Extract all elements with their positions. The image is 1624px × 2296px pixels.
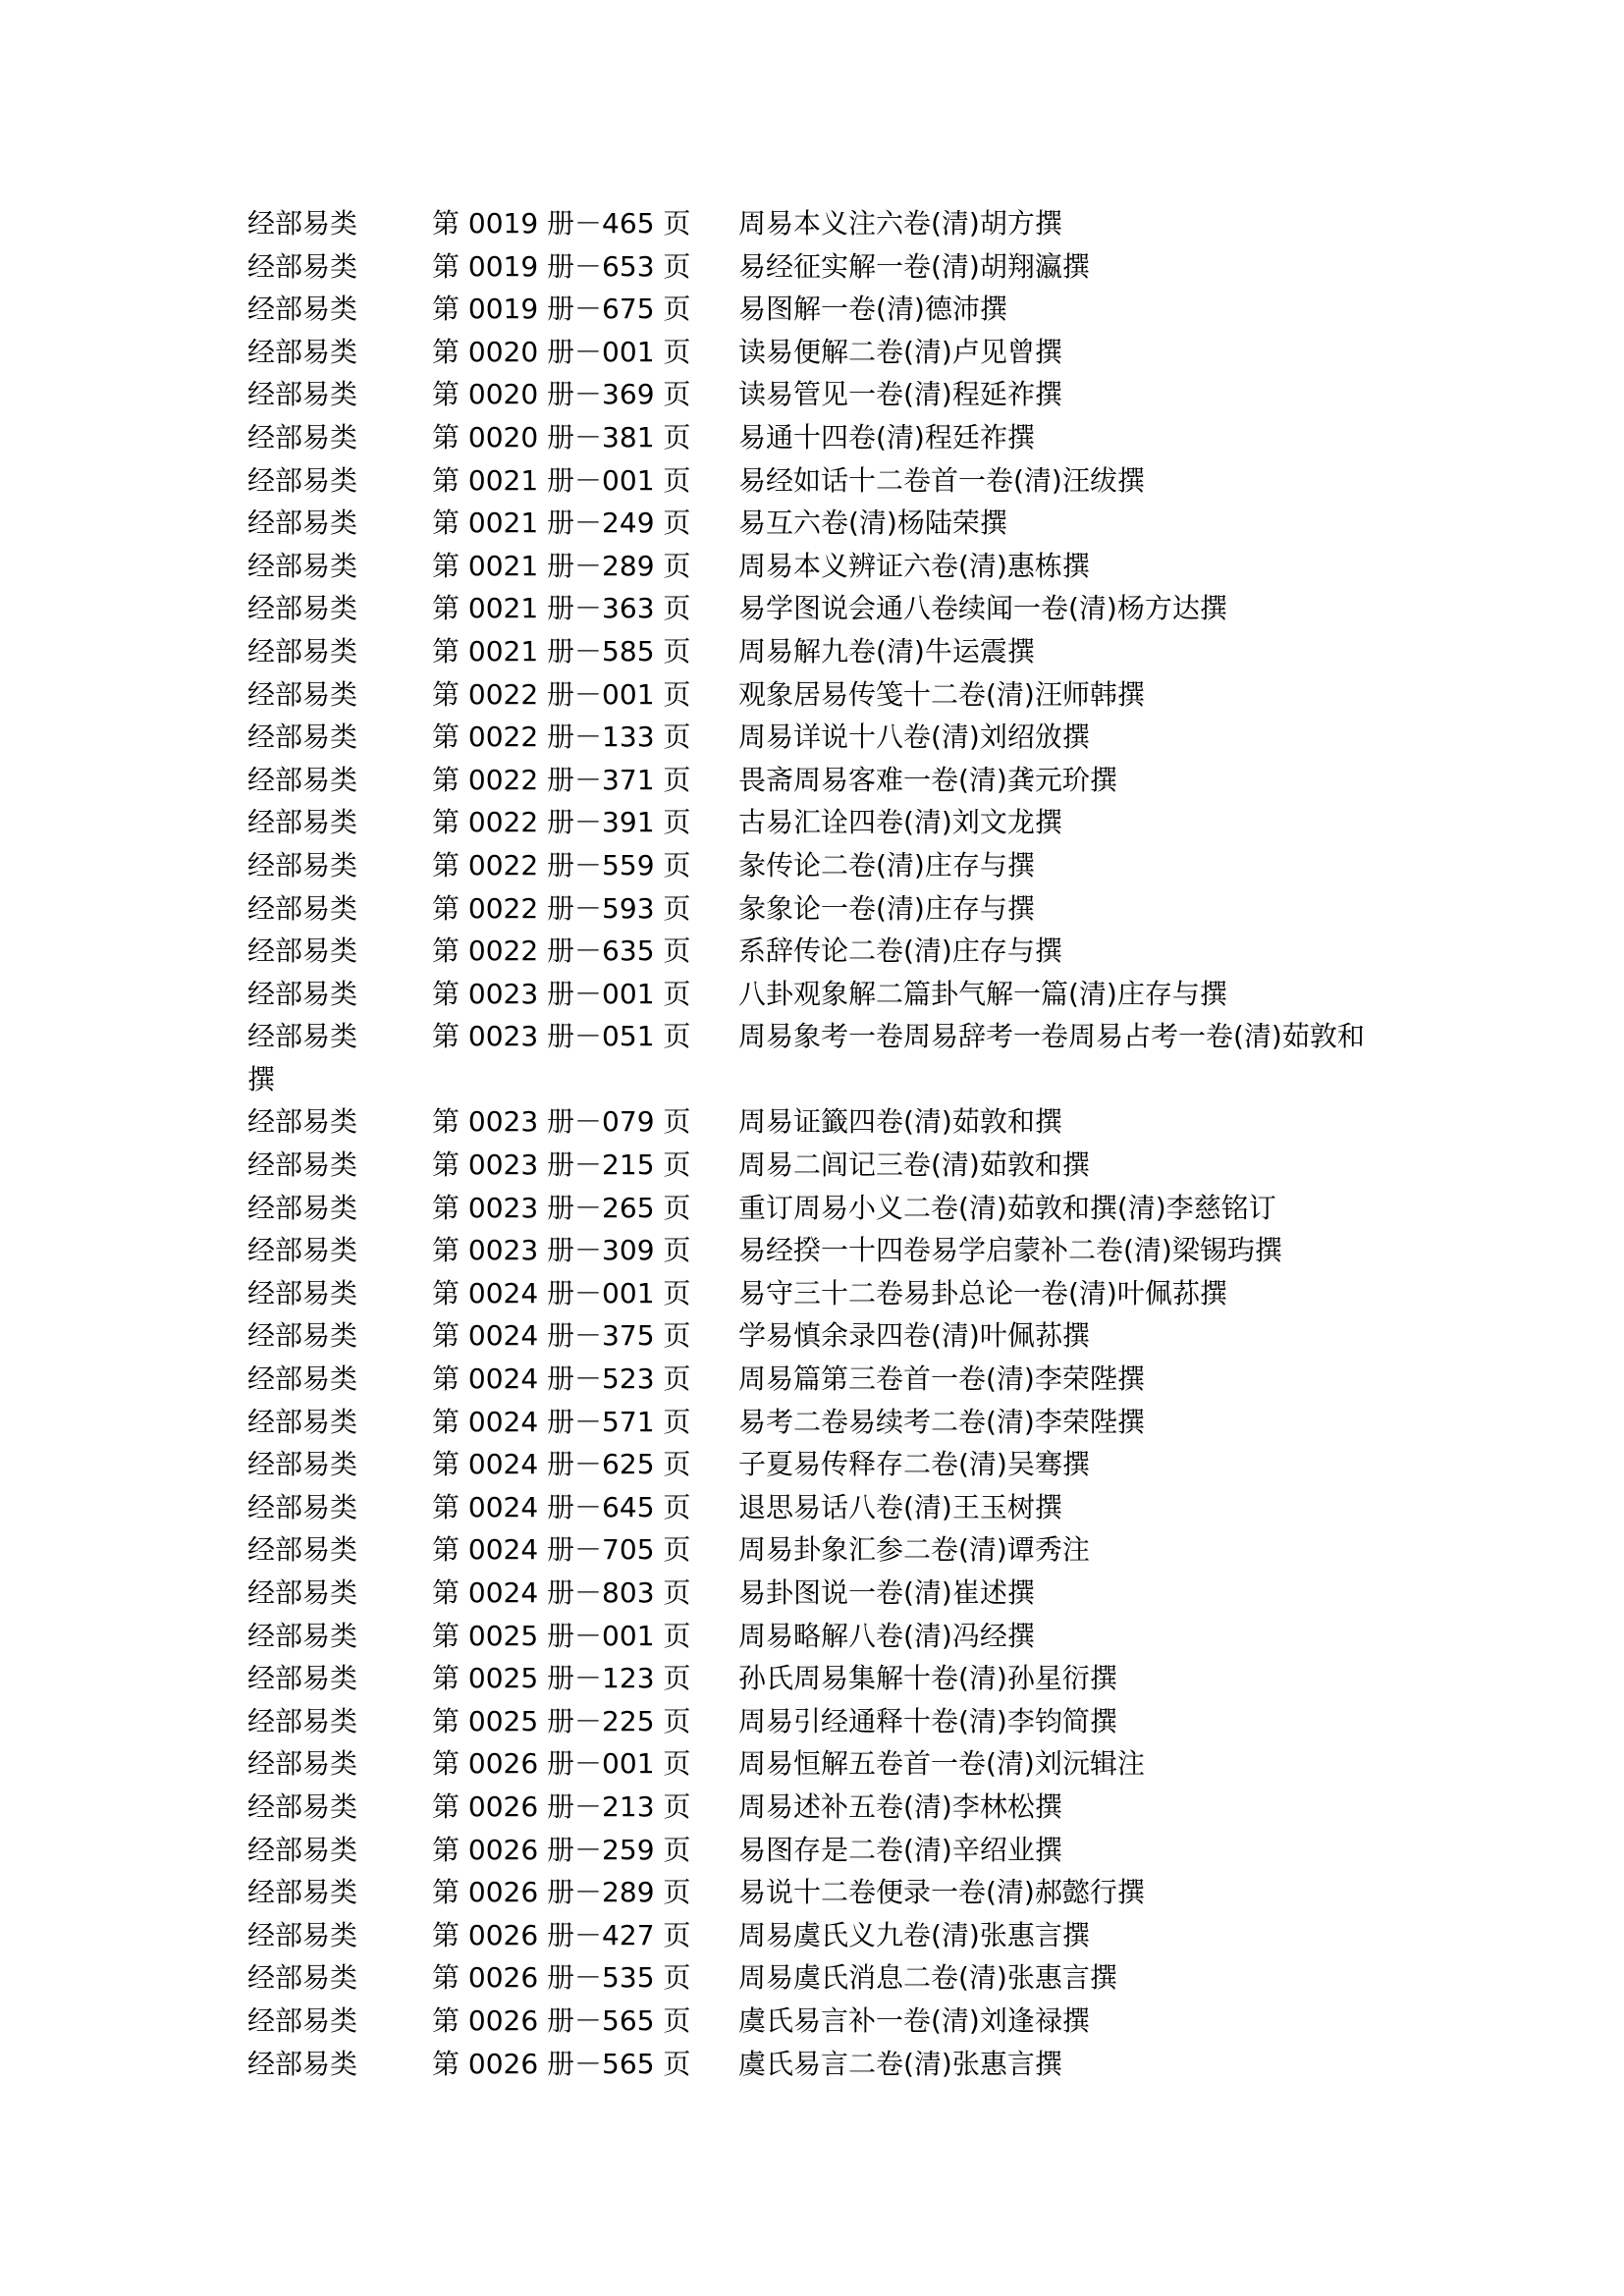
entry-category: 经部易类 bbox=[247, 249, 358, 283]
catalog-entry bbox=[247, 1401, 1426, 1444]
entry-title: 周易篇第三卷首一卷(清)李荣陛撰 bbox=[738, 1362, 1145, 1396]
catalog-entry bbox=[247, 545, 1426, 588]
entry-title: 周易本义注六卷(清)胡方撰 bbox=[738, 207, 1062, 240]
catalog-entry bbox=[247, 1572, 1426, 1615]
entry-location: 第 0026 册－565 页 bbox=[432, 2047, 691, 2080]
entry-category: 经部易类 bbox=[247, 1747, 358, 1781]
entry-location: 第 0025 册－123 页 bbox=[432, 1662, 691, 1695]
entry-category: 经部易类 bbox=[247, 335, 358, 368]
entry-title: 畏斋周易客难一卷(清)龚元玠撰 bbox=[738, 763, 1117, 796]
entry-location: 第 0022 册－371 页 bbox=[432, 763, 691, 796]
entry-location: 第 0022 册－635 页 bbox=[432, 934, 691, 968]
catalog-entry bbox=[247, 1144, 1426, 1187]
catalog-entry bbox=[247, 1187, 1426, 1230]
entry-location: 第 0026 册－427 页 bbox=[432, 1918, 691, 1951]
catalog-entry bbox=[247, 416, 1426, 459]
entry-category: 经部易类 bbox=[247, 1833, 358, 1866]
entry-title: 孙氏周易集解十卷(清)孙星衍撰 bbox=[738, 1662, 1117, 1695]
entry-location: 第 0019 册－675 页 bbox=[432, 293, 691, 326]
entry-category: 经部易类 bbox=[247, 1619, 358, 1652]
entry-category: 经部易类 bbox=[247, 2003, 358, 2037]
catalog-list bbox=[247, 202, 1426, 2085]
entry-location: 第 0024 册－625 页 bbox=[432, 1448, 691, 1481]
entry-title: 周易略解八卷(清)冯经撰 bbox=[738, 1619, 1035, 1652]
catalog-entry bbox=[247, 1786, 1426, 1829]
entry-title: 周易述补五卷(清)李林松撰 bbox=[738, 1789, 1062, 1823]
entry-title: 周易二闾记三卷(清)茹敦和撰 bbox=[738, 1148, 1090, 1182]
entry-title: 读易便解二卷(清)卢见曾撰 bbox=[738, 335, 1062, 368]
entry-location: 第 0021 册－363 页 bbox=[432, 592, 691, 625]
entry-location: 第 0023 册－001 页 bbox=[432, 977, 691, 1010]
entry-location: 第 0024 册－803 页 bbox=[432, 1576, 691, 1609]
catalog-entry bbox=[247, 202, 1426, 245]
entry-category: 经部易类 bbox=[247, 207, 358, 240]
entry-category: 经部易类 bbox=[247, 1148, 358, 1182]
entry-title: 子夏易传释存二卷(清)吴骞撰 bbox=[738, 1448, 1090, 1481]
catalog-entry bbox=[247, 1358, 1426, 1401]
entry-title: 周易虞氏消息二卷(清)张惠言撰 bbox=[738, 1961, 1117, 1995]
catalog-entry bbox=[247, 2043, 1426, 2086]
entry-title: 易说十二卷便录一卷(清)郝懿行撰 bbox=[738, 1876, 1145, 1909]
entry-title: 重订周易小义二卷(清)茹敦和撰(清)李慈铭订 bbox=[738, 1191, 1276, 1224]
catalog-entry bbox=[247, 587, 1426, 630]
entry-location: 第 0020 册－001 页 bbox=[432, 335, 691, 368]
entry-category: 经部易类 bbox=[247, 1191, 358, 1224]
entry-location: 第 0022 册－559 页 bbox=[432, 848, 691, 881]
entry-title: 系辞传论二卷(清)庄存与撰 bbox=[738, 934, 1062, 968]
catalog-entry bbox=[247, 1443, 1426, 1486]
catalog-entry bbox=[247, 1657, 1426, 1700]
entry-category: 经部易类 bbox=[247, 934, 358, 968]
catalog-entry bbox=[247, 1914, 1426, 1957]
entry-title: 周易卦象汇参二卷(清)谭秀注 bbox=[738, 1533, 1090, 1567]
entry-title: 虞氏易言二卷(清)张惠言撰 bbox=[738, 2047, 1062, 2080]
entry-category: 经部易类 bbox=[247, 763, 358, 796]
entry-location: 第 0021 册－585 页 bbox=[432, 634, 691, 667]
catalog-entry bbox=[247, 844, 1426, 887]
entry-location: 第 0022 册－001 页 bbox=[432, 677, 691, 711]
entry-category: 经部易类 bbox=[247, 1704, 358, 1737]
entry-location: 第 0023 册－265 页 bbox=[432, 1191, 691, 1224]
entry-location: 第 0020 册－381 页 bbox=[432, 420, 691, 454]
entry-title: 易学图说会通八卷续闻一卷(清)杨方达撰 bbox=[738, 592, 1227, 625]
catalog-entry bbox=[247, 331, 1426, 374]
entry-location: 第 0024 册－001 页 bbox=[432, 1276, 691, 1309]
entry-title: 观象居易传笺十二卷(清)汪师韩撰 bbox=[738, 677, 1145, 711]
catalog-entry bbox=[247, 759, 1426, 802]
entry-title: 易经揆一十四卷易学启蒙补二卷(清)梁锡玙撰 bbox=[738, 1234, 1282, 1267]
entry-category: 经部易类 bbox=[247, 1020, 358, 1053]
entry-location: 第 0021 册－249 页 bbox=[432, 507, 691, 540]
entry-location: 第 0023 册－215 页 bbox=[432, 1148, 691, 1182]
catalog-entry bbox=[247, 630, 1426, 673]
entry-category: 经部易类 bbox=[247, 2047, 358, 2080]
entry-location: 第 0024 册－705 页 bbox=[432, 1533, 691, 1567]
catalog-entry bbox=[247, 373, 1426, 416]
catalog-entry bbox=[247, 1314, 1426, 1358]
catalog-entry bbox=[247, 1272, 1426, 1315]
entry-location: 第 0023 册－309 页 bbox=[432, 1234, 691, 1267]
entry-category: 经部易类 bbox=[247, 1405, 358, 1438]
entry-title: 易通十四卷(清)程廷祚撰 bbox=[738, 420, 1035, 454]
entry-location: 第 0025 册－001 页 bbox=[432, 1619, 691, 1652]
entry-category: 经部易类 bbox=[247, 592, 358, 625]
entry-category: 经部易类 bbox=[247, 1533, 358, 1567]
entry-category: 经部易类 bbox=[247, 977, 358, 1010]
entry-title: 周易本义辨证六卷(清)惠栋撰 bbox=[738, 549, 1090, 582]
entry-title: 彖传论二卷(清)庄存与撰 bbox=[738, 848, 1035, 881]
catalog-entry bbox=[247, 1742, 1426, 1786]
entry-title: 易守三十二卷易卦总论一卷(清)叶佩荪撰 bbox=[738, 1276, 1227, 1309]
entry-location: 第 0019 册－465 页 bbox=[432, 207, 691, 240]
entry-title: 周易虞氏义九卷(清)张惠言撰 bbox=[738, 1918, 1090, 1951]
entry-title: 周易证籤四卷(清)茹敦和撰 bbox=[738, 1105, 1062, 1139]
entry-title-continuation: 撰 bbox=[247, 1062, 276, 1095]
entry-title: 易经征实解一卷(清)胡翔瀛撰 bbox=[738, 249, 1090, 283]
entry-category: 经部易类 bbox=[247, 848, 358, 881]
entry-category: 经部易类 bbox=[247, 1105, 358, 1139]
entry-title: 易互六卷(清)杨陆荣撰 bbox=[738, 507, 1007, 540]
entry-category: 经部易类 bbox=[247, 1448, 358, 1481]
entry-location: 第 0023 册－051 页 bbox=[432, 1020, 691, 1053]
entry-location: 第 0024 册－523 页 bbox=[432, 1362, 691, 1396]
entry-category: 经部易类 bbox=[247, 507, 358, 540]
entry-location: 第 0024 册－571 页 bbox=[432, 1405, 691, 1438]
catalog-entry bbox=[247, 801, 1426, 844]
entry-location: 第 0022 册－391 页 bbox=[432, 806, 691, 839]
entry-title: 易经如话十二卷首一卷(清)汪绂撰 bbox=[738, 463, 1145, 497]
catalog-entry bbox=[247, 716, 1426, 759]
catalog-entry bbox=[247, 288, 1426, 331]
entry-title: 周易象考一卷周易辞考一卷周易占考一卷(清)茹敦和 bbox=[738, 1020, 1365, 1053]
entry-category: 经部易类 bbox=[247, 1319, 358, 1353]
entry-category: 经部易类 bbox=[247, 378, 358, 411]
entry-location: 第 0019 册－653 页 bbox=[432, 249, 691, 283]
entry-title: 虞氏易言补一卷(清)刘逢禄撰 bbox=[738, 2003, 1090, 2037]
entry-location: 第 0020 册－369 页 bbox=[432, 378, 691, 411]
entry-title: 易卦图说一卷(清)崔述撰 bbox=[738, 1576, 1035, 1609]
entry-location: 第 0022 册－593 页 bbox=[432, 891, 691, 925]
entry-location: 第 0025 册－225 页 bbox=[432, 1704, 691, 1737]
catalog-entry bbox=[247, 1829, 1426, 1872]
entry-location: 第 0026 册－259 页 bbox=[432, 1833, 691, 1866]
entry-title: 读易管见一卷(清)程延祚撰 bbox=[738, 378, 1062, 411]
entry-location: 第 0026 册－535 页 bbox=[432, 1961, 691, 1995]
entry-category: 经部易类 bbox=[247, 891, 358, 925]
entry-title: 古易汇诠四卷(清)刘文龙撰 bbox=[738, 806, 1062, 839]
entry-location: 第 0023 册－079 页 bbox=[432, 1105, 691, 1139]
catalog-entry bbox=[247, 1956, 1426, 2000]
entry-location: 第 0026 册－213 页 bbox=[432, 1789, 691, 1823]
entry-title: 周易解九卷(清)牛运震撰 bbox=[738, 634, 1035, 667]
entry-title: 八卦观象解二篇卦气解一篇(清)庄存与撰 bbox=[738, 977, 1227, 1010]
catalog-entry bbox=[247, 887, 1426, 931]
entry-title: 周易恒解五卷首一卷(清)刘沅辑注 bbox=[738, 1747, 1145, 1781]
entry-category: 经部易类 bbox=[247, 634, 358, 667]
catalog-entry bbox=[247, 1528, 1426, 1572]
entry-category: 经部易类 bbox=[247, 1276, 358, 1309]
entry-title: 周易详说十八卷(清)刘绍攽撰 bbox=[738, 721, 1090, 754]
entry-title: 学易慎余录四卷(清)叶佩荪撰 bbox=[738, 1319, 1090, 1353]
entry-category: 经部易类 bbox=[247, 1490, 358, 1523]
entry-title: 彖象论一卷(清)庄存与撰 bbox=[738, 891, 1035, 925]
entry-location: 第 0024 册－375 页 bbox=[432, 1319, 691, 1353]
entry-category: 经部易类 bbox=[247, 1662, 358, 1695]
entry-category: 经部易类 bbox=[247, 806, 358, 839]
entry-category: 经部易类 bbox=[247, 1362, 358, 1396]
entry-location: 第 0021 册－289 页 bbox=[432, 549, 691, 582]
catalog-entry bbox=[247, 1015, 1426, 1100]
catalog-entry bbox=[247, 1229, 1426, 1272]
entry-category: 经部易类 bbox=[247, 721, 358, 754]
catalog-entry bbox=[247, 930, 1426, 973]
entry-title: 易图解一卷(清)德沛撰 bbox=[738, 293, 1007, 326]
entry-title: 周易引经通释十卷(清)李钧简撰 bbox=[738, 1704, 1117, 1737]
entry-title: 退思易话八卷(清)王玉树撰 bbox=[738, 1490, 1062, 1523]
catalog-entry bbox=[247, 1100, 1426, 1144]
catalog-entry bbox=[247, 459, 1426, 503]
entry-category: 经部易类 bbox=[247, 420, 358, 454]
catalog-entry bbox=[247, 502, 1426, 545]
entry-title: 易考二卷易续考二卷(清)李荣陛撰 bbox=[738, 1405, 1145, 1438]
catalog-entry bbox=[247, 2000, 1426, 2043]
catalog-entry bbox=[247, 1486, 1426, 1529]
catalog-entry bbox=[247, 245, 1426, 289]
catalog-entry bbox=[247, 1615, 1426, 1658]
entry-category: 经部易类 bbox=[247, 1234, 358, 1267]
entry-category: 经部易类 bbox=[247, 1789, 358, 1823]
entry-category: 经部易类 bbox=[247, 293, 358, 326]
entry-category: 经部易类 bbox=[247, 1876, 358, 1909]
entry-category: 经部易类 bbox=[247, 1961, 358, 1995]
entry-title: 易图存是二卷(清)辛绍业撰 bbox=[738, 1833, 1062, 1866]
entry-category: 经部易类 bbox=[247, 677, 358, 711]
entry-location: 第 0026 册－001 页 bbox=[432, 1747, 691, 1781]
entry-category: 经部易类 bbox=[247, 1918, 358, 1951]
entry-category: 经部易类 bbox=[247, 463, 358, 497]
catalog-entry bbox=[247, 673, 1426, 717]
entry-location: 第 0024 册－645 页 bbox=[432, 1490, 691, 1523]
entry-category: 经部易类 bbox=[247, 549, 358, 582]
catalog-entry bbox=[247, 1871, 1426, 1914]
entry-location: 第 0026 册－289 页 bbox=[432, 1876, 691, 1909]
entry-category: 经部易类 bbox=[247, 1576, 358, 1609]
entry-location: 第 0026 册－565 页 bbox=[432, 2003, 691, 2037]
entry-location: 第 0022 册－133 页 bbox=[432, 721, 691, 754]
catalog-entry bbox=[247, 973, 1426, 1016]
catalog-entry bbox=[247, 1700, 1426, 1743]
entry-location: 第 0021 册－001 页 bbox=[432, 463, 691, 497]
